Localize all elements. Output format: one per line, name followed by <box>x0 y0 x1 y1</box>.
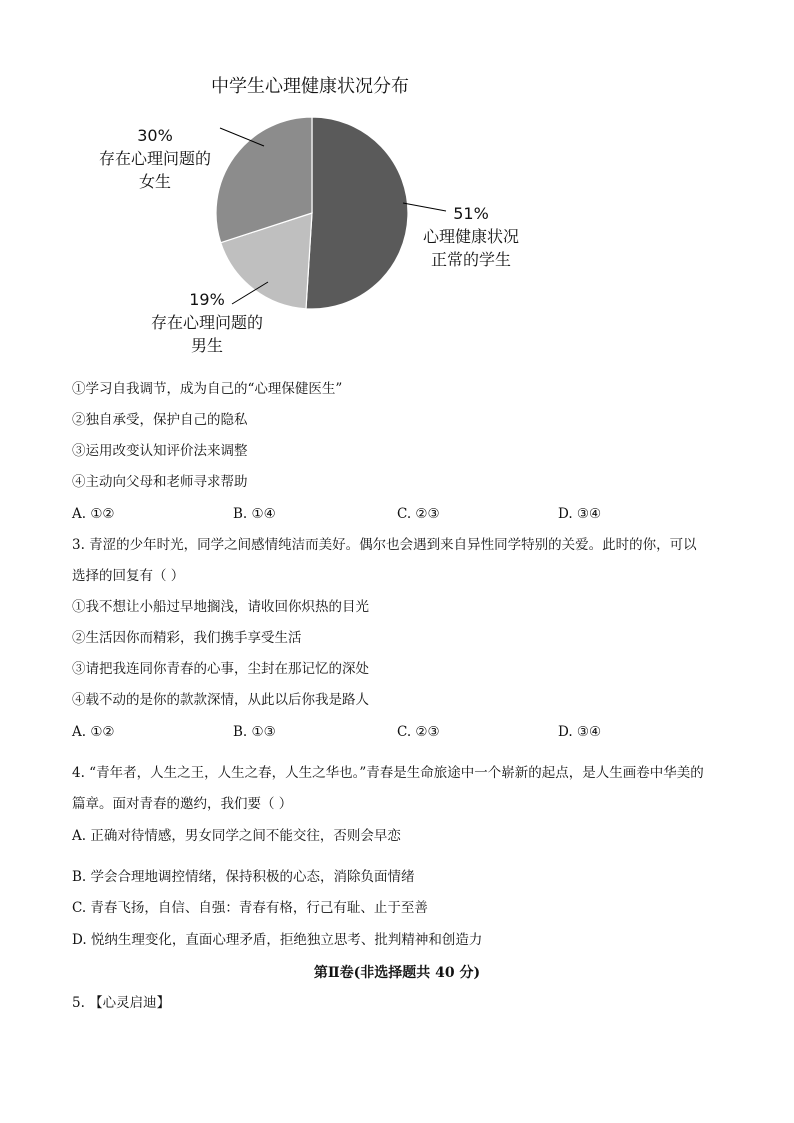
q3-stem-line1: 3. 青涩的少年时光，同学之间感情纯洁而美好。偶尔也会遇到来自异性同学特别的关爱。此时的你，可以 <box>72 537 697 553</box>
q2-item-3: ③运用改变认知评价法来调整 <box>72 443 248 459</box>
slice-label-boys <box>132 288 282 357</box>
q4-option-c: C. 青春飞扬，自信、自强：青春有格，行己有耻、止于至善 <box>72 900 428 916</box>
q2-item-2: ②独自承受，保护自己的隐私 <box>72 412 248 428</box>
slice-label-boys-line2: 男生 <box>190 336 223 355</box>
q4-stem-line1: 4. “青年者，人生之王，人生之春，人生之华也。”青春是生命旅途中一个崭新的起点，是人生画卷中华美的 <box>72 765 704 781</box>
chart-title: 中学生心理健康状况分布 <box>211 76 409 97</box>
pie-chart <box>60 60 560 370</box>
q2-option-b: B. ①④ <box>233 506 276 522</box>
slice-label-normal-percent: 51% <box>453 204 489 223</box>
q3-option-b: B. ①③ <box>233 724 276 740</box>
slice-label-normal-line1: 心理健康状况 <box>422 227 519 246</box>
q2-item-4: ④主动向父母和老师寻求帮助 <box>72 474 248 490</box>
q4-stem-line2: 篇章。面对青春的邀约，我们要（ ） <box>72 796 293 812</box>
q4-option-d: D. 悦纳生理变化，直面心理矛盾，拒绝独立思考、批判精神和创造力 <box>72 932 483 948</box>
q3-option-a: A. ①② <box>72 724 115 740</box>
q3-option-c: C. ②③ <box>397 724 440 740</box>
slice-label-boys-line1: 存在心理问题的 <box>150 313 263 332</box>
slice-label-girls-line1: 存在心理问题的 <box>98 149 211 168</box>
slice-label-girls-line2: 女生 <box>138 172 171 191</box>
q5-label: 5. 【心灵启迪】 <box>72 995 171 1011</box>
slice-label-boys-percent: 19% <box>189 290 225 309</box>
q3-item-2: ②生活因你而精彩，我们携手享受生活 <box>72 630 302 646</box>
q2-option-a: A. ①② <box>72 506 115 522</box>
q3-item-1: ①我不想让小船过早地搁浅，请收回你炽热的目光 <box>72 599 369 615</box>
q2-item-1: ①学习自我调节，成为自己的“心理保健医生” <box>72 381 343 397</box>
q3-stem-line2: 选择的回复有（ ） <box>72 568 185 584</box>
q3-item-4: ④载不动的是你的款款深情，从此以后你我是路人 <box>72 692 369 708</box>
q4-option-b: B. 学会合理地调控情绪，保持积极的心态，消除负面情绪 <box>72 869 415 885</box>
slice-label-girls-percent: 30% <box>137 126 173 145</box>
pie-slice-normal <box>306 117 408 309</box>
slice-label-normal <box>406 202 536 271</box>
slice-label-normal-line2: 正常的学生 <box>430 250 511 269</box>
q2-option-d: D. ③④ <box>558 506 602 522</box>
q2-option-c: C. ②③ <box>397 506 440 522</box>
q3-item-3: ③请把我连同你青春的心事，尘封在那记忆的深处 <box>72 661 369 677</box>
slice-label-girls <box>80 124 230 193</box>
q3-option-d: D. ③④ <box>558 724 602 740</box>
section-2-title: 第Ⅱ卷(非选择题共 40 分) <box>313 965 481 981</box>
q4-option-a: A. 正确对待情感，男女同学之间不能交往，否则会早恋 <box>72 828 401 844</box>
